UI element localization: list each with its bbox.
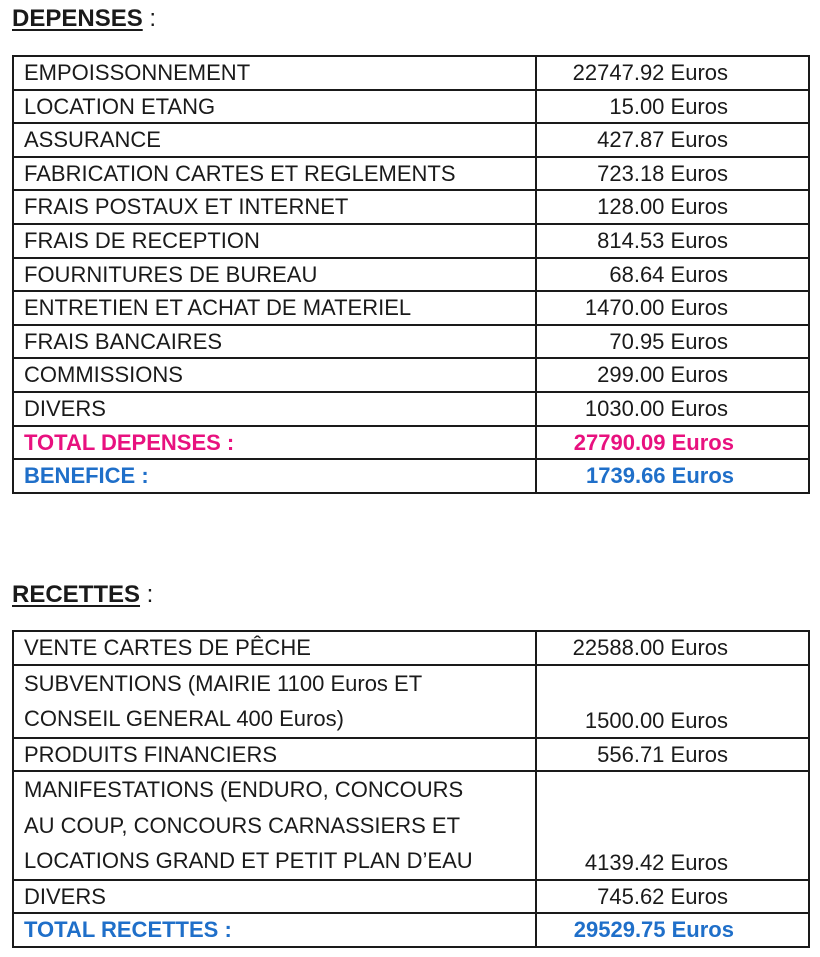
recette-amount: 4139.42 Euros: [536, 771, 809, 880]
recette-label: [13, 665, 536, 738]
depenses-table: [12, 55, 810, 494]
recette-label-line: VENTE CARTES DE PÊCHE: [24, 635, 311, 660]
depense-label: DIVERS: [13, 392, 536, 426]
recette-row: [13, 738, 809, 772]
depense-label: FOURNITURES DE BUREAU: [13, 258, 536, 292]
depense-row: [13, 224, 809, 258]
recette-label: [13, 738, 536, 772]
depense-label: FRAIS BANCAIRES: [13, 325, 536, 359]
depense-label: ENTRETIEN ET ACHAT DE MATERIEL: [13, 291, 536, 325]
depense-amount: 723.18 Euros: [536, 157, 809, 191]
depense-amount: 299.00 Euros: [536, 358, 809, 392]
recette-label-line: SUBVENTIONS (MAIRIE 1100 Euros ET: [24, 670, 423, 696]
depense-row: [13, 325, 809, 359]
depenses-title: DEPENSES: [12, 5, 143, 32]
depense-label: FRAIS POSTAUX ET INTERNET: [13, 190, 536, 224]
recette-label-line: CONSEIL GENERAL 400 Euros): [24, 706, 344, 732]
recettes-title: RECETTES: [12, 581, 141, 608]
depense-row: [13, 392, 809, 426]
recette-amount: 22588.00 Euros: [536, 631, 809, 665]
recette-row: [13, 880, 809, 914]
total-recettes-label: TOTAL RECETTES :: [13, 913, 536, 947]
recettes-heading: [12, 580, 153, 610]
depense-label: FRAIS DE RECEPTION: [13, 224, 536, 258]
depense-amount: 22747.92 Euros: [536, 56, 809, 90]
depenses-table-body: [13, 56, 809, 493]
recette-label-line: DIVERS: [24, 883, 106, 909]
total-depenses-amount: 27790.09 Euros: [536, 426, 809, 460]
depenses-heading: [12, 4, 156, 34]
benefice-label: BENEFICE :: [13, 459, 536, 493]
depense-row: [13, 291, 809, 325]
recette-row: [13, 665, 809, 738]
recettes-table: [12, 630, 810, 948]
recette-row: [13, 631, 809, 665]
depense-label: ASSURANCE: [13, 123, 536, 157]
recette-label: [13, 771, 536, 880]
depenses-colon: :: [142, 5, 157, 32]
depense-label: LOCATION ETANG: [13, 90, 536, 124]
depense-amount: 70.95 Euros: [536, 325, 809, 359]
recettes-colon: :: [140, 581, 154, 608]
recette-amount: 556.71 Euros: [536, 738, 809, 772]
benefice-row: [13, 459, 809, 493]
depense-row: [13, 358, 809, 392]
depense-amount: 128.00 Euros: [536, 190, 809, 224]
depense-amount: 15.00 Euros: [536, 90, 809, 124]
recette-label-line: AU COUP, CONCOURS CARNASSIERS ET: [24, 812, 461, 838]
depense-row: [13, 190, 809, 224]
depense-row: [13, 157, 809, 191]
recette-amount: 745.62 Euros: [536, 880, 809, 914]
recettes-table-body: [13, 631, 809, 947]
depense-amount: 1030.00 Euros: [536, 392, 809, 426]
depense-row: [13, 258, 809, 292]
recette-label: [13, 631, 536, 665]
recette-label-line: LOCATIONS GRAND ET PETIT PLAN D’EAU: [24, 848, 473, 874]
total-depenses-row: [13, 426, 809, 460]
depense-row: [13, 123, 809, 157]
benefice-amount: 1739.66 Euros: [536, 459, 809, 493]
depense-label: COMMISSIONS: [13, 358, 536, 392]
depense-row: [13, 56, 809, 90]
total-recettes-amount: 29529.75 Euros: [536, 913, 809, 947]
depense-amount: 1470.00 Euros: [536, 291, 809, 325]
recette-amount: 1500.00 Euros: [536, 665, 809, 738]
depense-label: EMPOISSONNEMENT: [13, 56, 536, 90]
depense-label: FABRICATION CARTES ET REGLEMENTS: [13, 157, 536, 191]
recette-label-line: MANIFESTATIONS (ENDURO, CONCOURS: [24, 777, 464, 803]
depense-row: [13, 90, 809, 124]
depense-amount: 814.53 Euros: [536, 224, 809, 258]
total-recettes-row: [13, 913, 809, 947]
recette-label-line: PRODUITS FINANCIERS: [24, 741, 278, 767]
depense-amount: 427.87 Euros: [536, 123, 809, 157]
recette-label: [13, 880, 536, 914]
total-depenses-label: TOTAL DEPENSES :: [13, 426, 536, 460]
depense-amount: 68.64 Euros: [536, 258, 809, 292]
recette-row: [13, 771, 809, 880]
